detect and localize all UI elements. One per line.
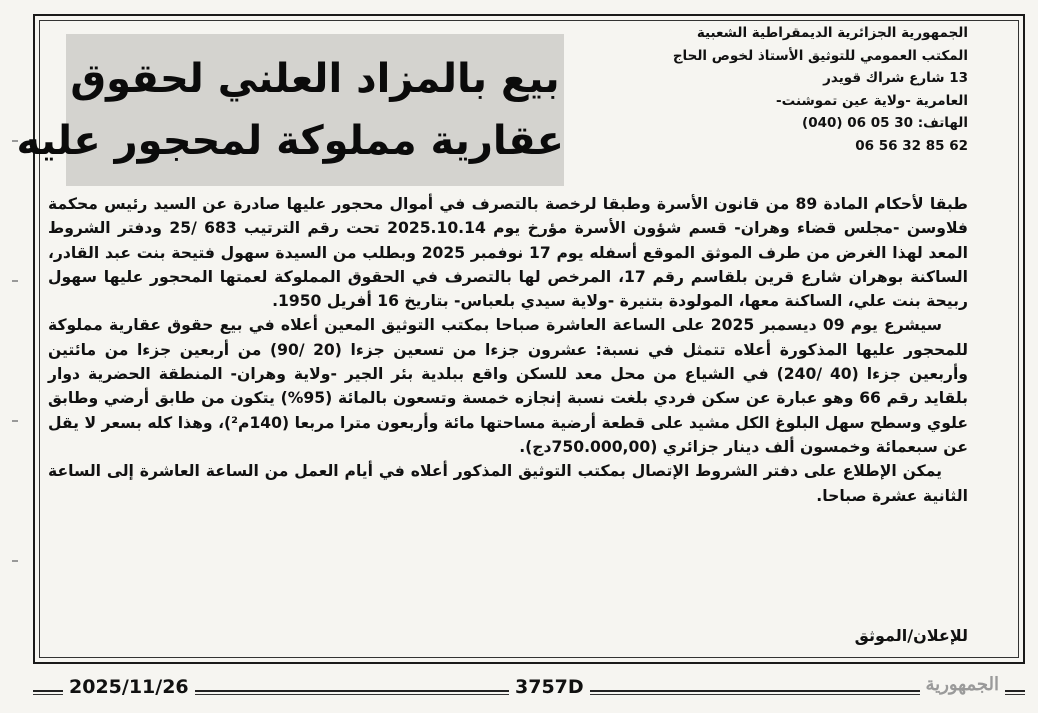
header-line-city: العامرية -ولاية عين تموشنت- — [776, 92, 968, 109]
body-paragraph-1: طبقا لأحكام المادة 89 من قانون الأسرة وطبقا لرخصة بالتصرف في أموال محجور عليها صادرة عن السيد رئيس محكمة فلاوسن -مجلس قضاء وهران- قسم شؤون الأسرة مؤرخ يوم 2025.10.14 تحت رقم الترتيب 683 /25 ودفتر الشروط المعد لهذا الغرض من طرف الموثق الموقع أسفله يوم 17 نوفمبر 2025 وبطلب من السيدة سهول فتيحة بنت عبد القادر، الساكنة بوهران شارع قرين بلقاسم رقم 17، المرخص لها بالتصرف في الحقوق المملوكة لعمتها المحجور عليها سهول ربيحة بنت علي، الساكنة معها، المولودة بتنيرة -ولاية سيدي بلعباس- بتاريخ 16 أفريل 1950. — [48, 195, 969, 311]
announcement-body — [48, 192, 968, 508]
header-line-office: المكتب العمومي للتوثيق الأستاذ لخوص الحاج — [672, 47, 968, 64]
announcement-title-box — [16, 34, 564, 186]
header-line-phone: الهاتف: 30 05 06 (040) — [802, 115, 968, 131]
page-footer — [33, 672, 1025, 704]
header-line-mobile: 06 56 32 85 62 — [855, 137, 968, 154]
body-paragraph-3: يمكن الإطلاع على دفتر الشروط الإتصال بمكتب التوثيق المذكور أعلاه في أيام العمل من الساعة العاشرة إلى الساعة الثانية عشرة صباحا. — [48, 462, 968, 505]
footer-code: 3757D — [509, 676, 590, 698]
header-line-street: 13 شارع شراك قويدر — [823, 70, 968, 86]
notary-header — [668, 22, 968, 157]
title-line-1: بيع بالمزاد العلني لحقوق — [70, 56, 560, 102]
newspaper-logo: الجمهورية — [920, 674, 1005, 695]
body-paragraph-2: سيشرع يوم 09 ديسمبر 2025 على الساعة العاشرة صباحا بمكتب التوثيق المعين أعلاه في بيع حقوق عقارية مملوكة للمحجور عليها المذكورة أعلاه تتمثل في نسبة: عشرون جزءا من تسعين جزءا (20 /90) من أربعين جزءا من مائتين وأربعين جزءا (40 /240) في الشياع من محل معد للسكن واقع ببلدية بئر الجير -ولاية وهران- المنطقة الحضرية دوار بلقايد رقم 66 وهو عبارة عن سكن فردي بلغت نسبة إنجازه خمسة وتسعون بالمائة (95%) يتكون من طابق أرضي وطابق علوي وسطح سهل البلوغ الكل مشيد على قطعة أرضية مساحتها مائة وأربعون مترا مربعا (140م²)، وهذا كله بسعر لا يقل عن سبعمائة وخمسون ألف دينار جزائري (750.000,00دج). — [48, 316, 969, 456]
scan-margin-marks — [12, 100, 22, 600]
signature-line: للإعلان/الموثق — [854, 626, 968, 645]
title-line-2: عقارية مملوكة لمحجور عليه — [16, 118, 564, 164]
footer-date: 2025/11/26 — [63, 676, 195, 698]
header-line-republic: الجمهورية الجزائرية الديمقراطية الشعبية — [696, 25, 968, 41]
